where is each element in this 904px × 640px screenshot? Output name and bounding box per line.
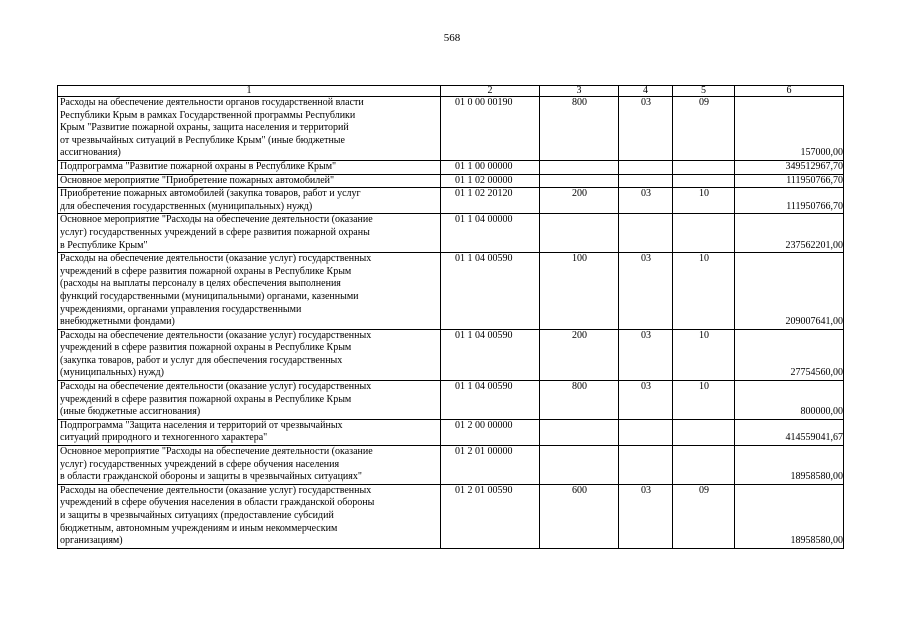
header-cell-rz: 4	[619, 86, 673, 97]
row-target-code: 01 1 02 00000	[441, 174, 540, 188]
table-row	[58, 484, 844, 548]
row-section: 03	[619, 188, 673, 214]
row-expense-type	[540, 419, 619, 445]
row-expense-type	[540, 174, 619, 188]
row-name: Расходы на обеспечение деятельности (оказание услуг) государственных учреждений в сфере развития пожарной охраны в Республике Крым (иные бюджетные ассигнования)	[58, 381, 441, 420]
row-target-code: 01 1 04 00590	[441, 329, 540, 380]
row-target-code: 01 0 00 00190	[441, 97, 540, 161]
row-subsection: 10	[673, 329, 735, 380]
row-subsection	[673, 160, 735, 174]
row-name: Подпрограмма "Развитие пожарной охраны в Республике Крым"	[58, 160, 441, 174]
table-header-row	[58, 86, 844, 97]
row-section: 03	[619, 381, 673, 420]
row-expense-type	[540, 214, 619, 253]
row-subsection: 10	[673, 381, 735, 420]
row-section	[619, 174, 673, 188]
row-expense-type: 200	[540, 329, 619, 380]
table-row	[58, 253, 844, 330]
row-target-code: 01 1 02 20120	[441, 188, 540, 214]
row-subsection	[673, 174, 735, 188]
header-cell-pr: 5	[673, 86, 735, 97]
row-name: Расходы на обеспечение деятельности (оказание услуг) государственных учреждений в сфере развития пожарной охраны в Республике Крым (расходы на выплаты персоналу в целях обеспечения выполнения функций государственными (муниципальными) органами, казенными учреждениями, органами управления государственными внебюджетными фондами)	[58, 253, 441, 330]
row-expense-type: 800	[540, 97, 619, 161]
row-expense-type: 100	[540, 253, 619, 330]
row-section	[619, 160, 673, 174]
row-sum: 18958580,00	[735, 446, 844, 485]
row-subsection	[673, 446, 735, 485]
row-sum: 414559041,67	[735, 419, 844, 445]
row-target-code: 01 1 00 00000	[441, 160, 540, 174]
row-name: Основное мероприятие "Расходы на обеспечение деятельности (оказание услуг) государственных учреждений в сфере обучения населения в области гражданской обороны и защиты в чрезвычайных ситуациях"	[58, 446, 441, 485]
row-sum: 237562201,00	[735, 214, 844, 253]
header-cell-vr: 3	[540, 86, 619, 97]
row-expense-type: 600	[540, 484, 619, 548]
row-sum: 111950766,70	[735, 188, 844, 214]
header-cell-sum: 6	[735, 86, 844, 97]
row-section: 03	[619, 97, 673, 161]
row-sum: 27754560,00	[735, 329, 844, 380]
row-name: Расходы на обеспечение деятельности (оказание услуг) государственных учреждений в сфере развития пожарной охраны в Республике Крым (закупка товаров, работ и услуг для обеспечения государственных (муниципальных) нужд)	[58, 329, 441, 380]
row-expense-type	[540, 160, 619, 174]
row-sum: 157000,00	[735, 97, 844, 161]
row-target-code: 01 2 01 00000	[441, 446, 540, 485]
table-row	[58, 214, 844, 253]
row-sum: 209007641,00	[735, 253, 844, 330]
table-row	[58, 174, 844, 188]
row-name: Подпрограмма "Защита населения и территорий от чрезвычайных ситуаций природного и техногенного характера"	[58, 419, 441, 445]
row-name: Расходы на обеспечение деятельности (оказание услуг) государственных учреждений в сфере обучения населения в области гражданской обороны и защиты в чрезвычайных ситуациях (предоставление субсидий бюджетным, автономным учреждениям и иным некоммерческим организациям)	[58, 484, 441, 548]
row-section	[619, 214, 673, 253]
row-section: 03	[619, 329, 673, 380]
row-name: Основное мероприятие "Расходы на обеспечение деятельности (оказание услуг) государственных учреждений в сфере развития пожарной охраны в Республике Крым"	[58, 214, 441, 253]
row-sum: 349512967,70	[735, 160, 844, 174]
row-name: Приобретение пожарных автомобилей (закупка товаров, работ и услуг для обеспечения государственных (муниципальных) нужд)	[58, 188, 441, 214]
budget-table	[57, 85, 844, 549]
row-name: Основное мероприятие "Приобретение пожарных автомобилей"	[58, 174, 441, 188]
row-expense-type: 800	[540, 381, 619, 420]
row-target-code: 01 1 04 00000	[441, 214, 540, 253]
row-sum: 18958580,00	[735, 484, 844, 548]
table-row	[58, 381, 844, 420]
table-row	[58, 188, 844, 214]
table-row	[58, 160, 844, 174]
table-row	[58, 97, 844, 161]
row-expense-type	[540, 446, 619, 485]
table-row	[58, 329, 844, 380]
row-expense-type: 200	[540, 188, 619, 214]
table-row	[58, 419, 844, 445]
row-subsection: 10	[673, 253, 735, 330]
row-section	[619, 446, 673, 485]
row-section: 03	[619, 484, 673, 548]
header-cell-csr: 2	[441, 86, 540, 97]
row-target-code: 01 2 01 00590	[441, 484, 540, 548]
row-subsection	[673, 419, 735, 445]
row-section	[619, 419, 673, 445]
table-row	[58, 446, 844, 485]
row-target-code: 01 1 04 00590	[441, 253, 540, 330]
row-subsection: 09	[673, 97, 735, 161]
row-sum: 111950766,70	[735, 174, 844, 188]
row-target-code: 01 1 04 00590	[441, 381, 540, 420]
row-sum: 800000,00	[735, 381, 844, 420]
row-subsection	[673, 214, 735, 253]
row-section: 03	[619, 253, 673, 330]
row-name: Расходы на обеспечение деятельности органов государственной власти Республики Крым в рамках Государственной программы Республики Крым "Развитие пожарной охраны, защита населения и территорий от чрезвычайных ситуаций в Республике Крым" (иные бюджетные ассигнования)	[58, 97, 441, 161]
header-cell-name: 1	[58, 86, 441, 97]
row-target-code: 01 2 00 00000	[441, 419, 540, 445]
row-subsection: 09	[673, 484, 735, 548]
page-number: 568	[443, 32, 461, 44]
row-subsection: 10	[673, 188, 735, 214]
